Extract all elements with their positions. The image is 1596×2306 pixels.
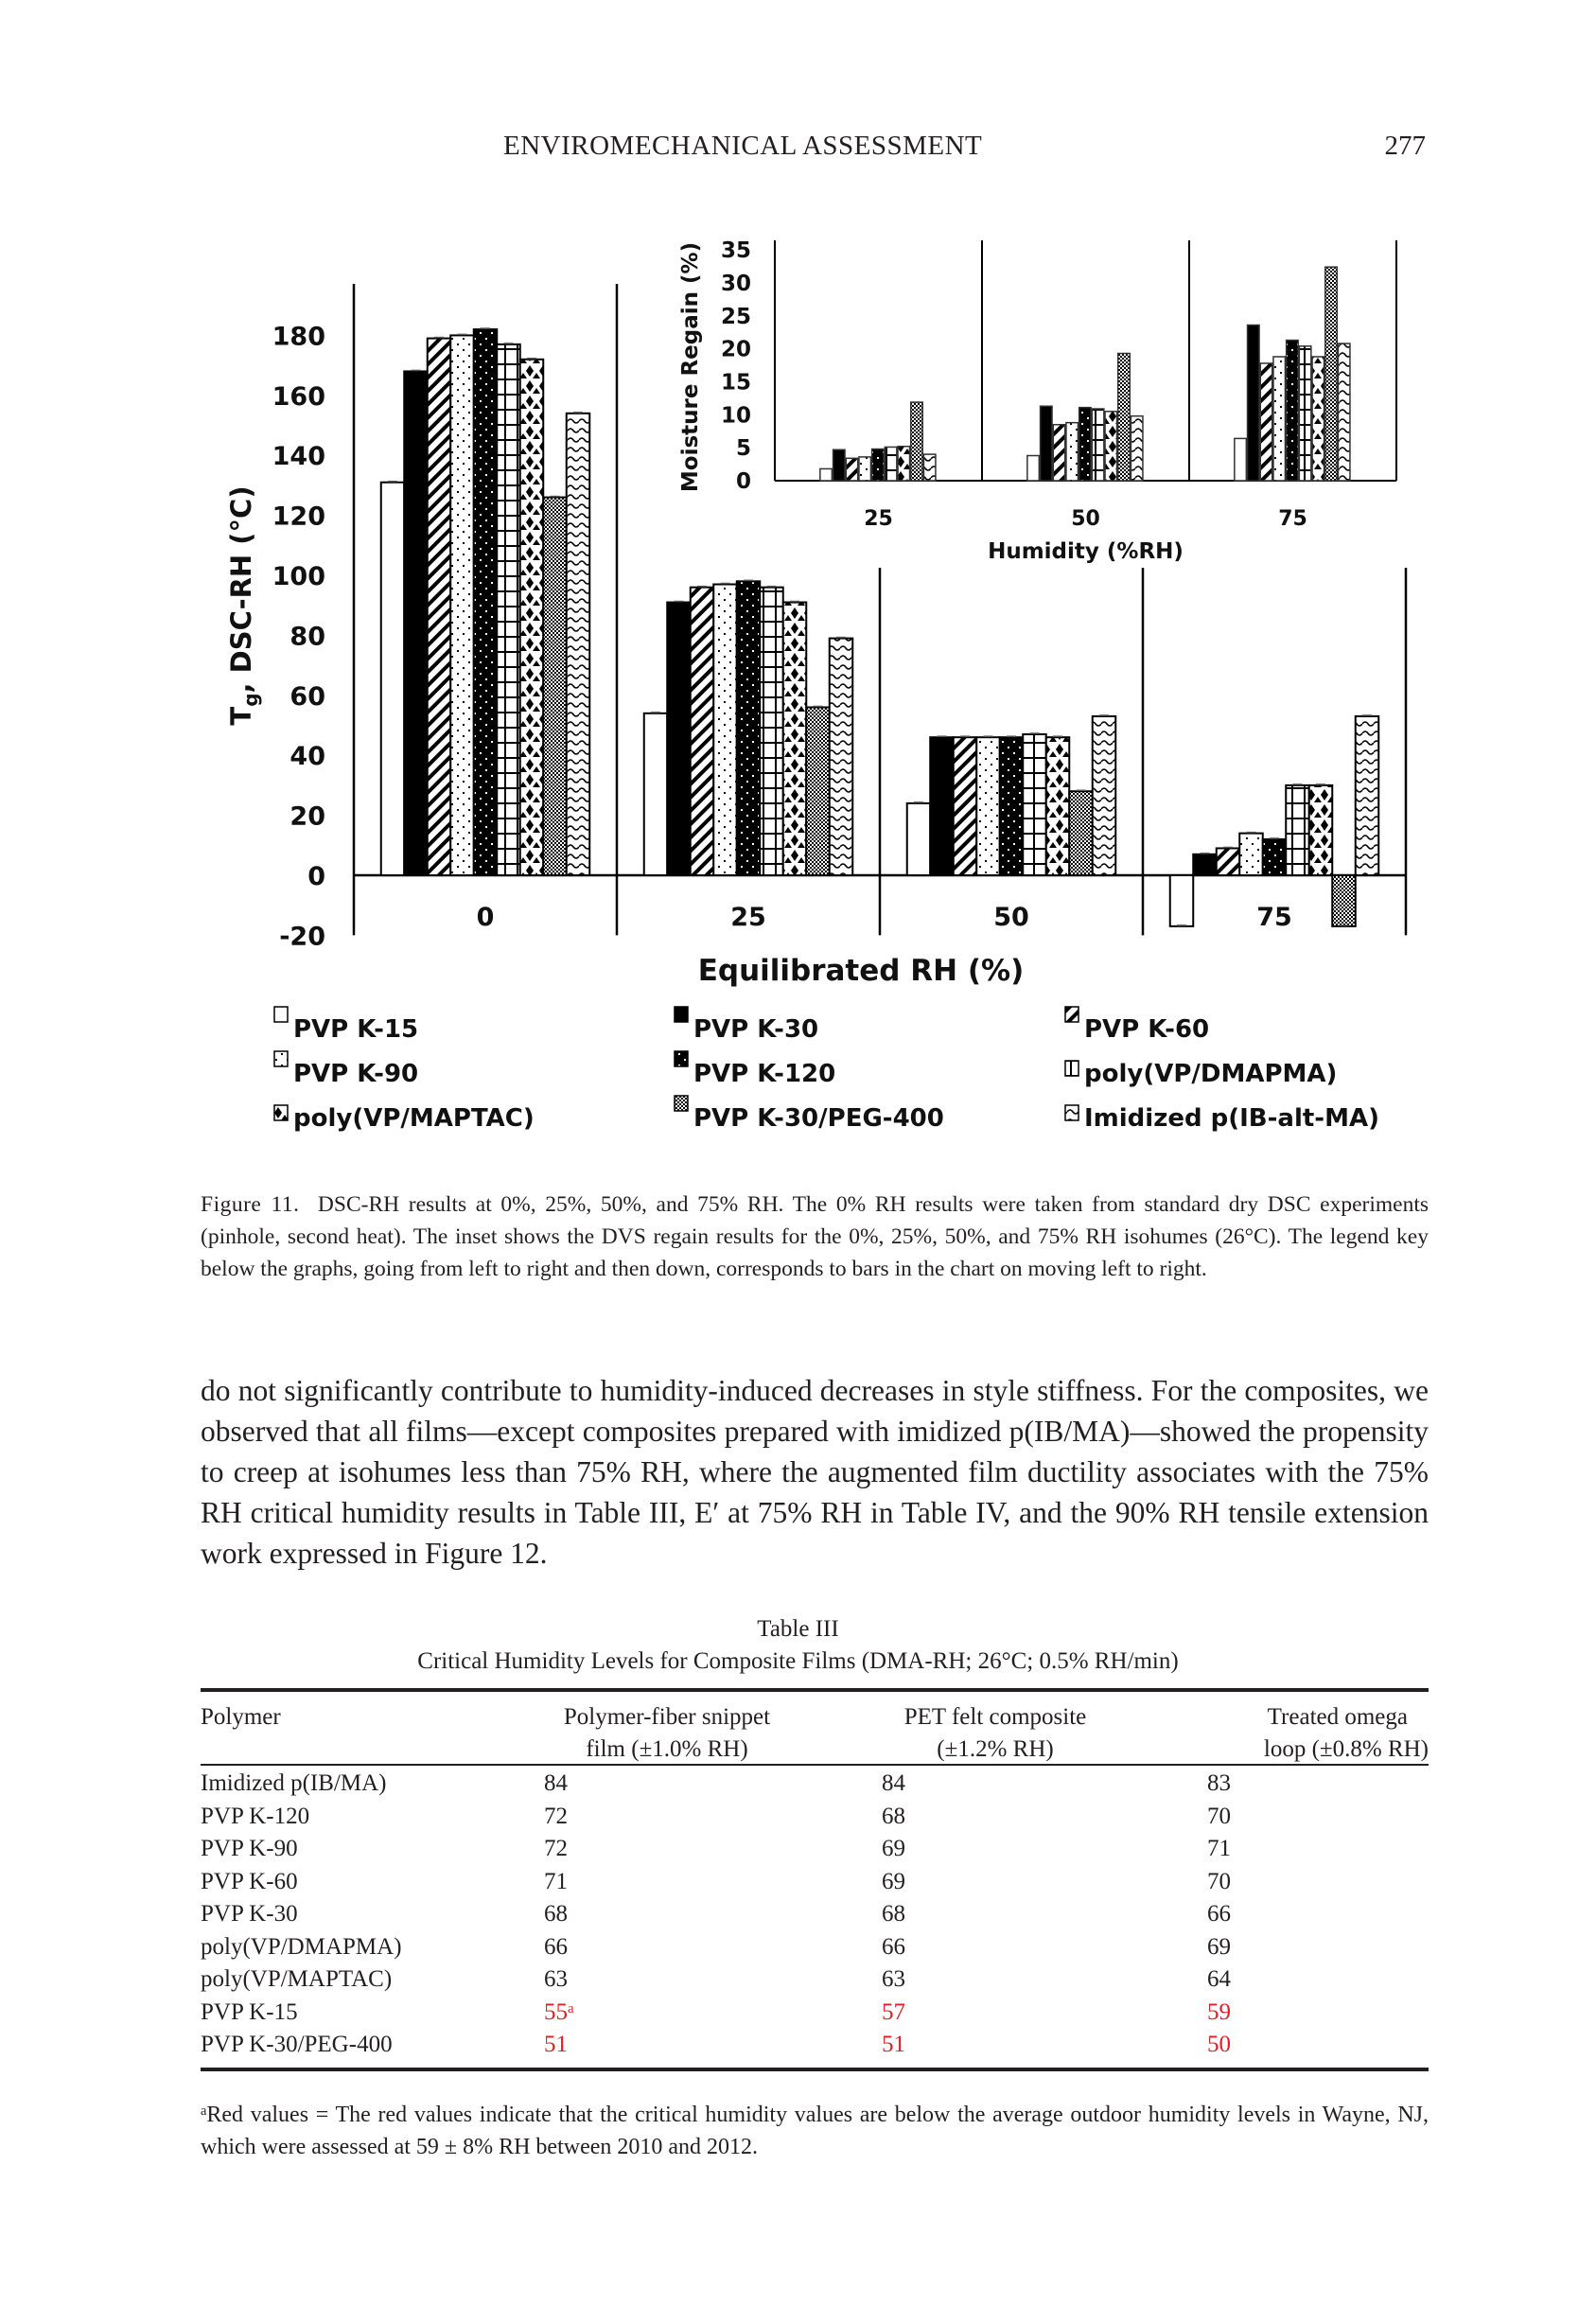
bar (667, 603, 691, 875)
svg-text:0: 0 (735, 469, 751, 494)
legend-swatch-icon (1065, 1105, 1079, 1120)
svg-text:20: 20 (289, 801, 325, 832)
cell-snippet: 71 (544, 1868, 568, 1894)
inset-bar (1287, 341, 1299, 481)
inset-chart (678, 238, 1396, 564)
table-bottom-rule (201, 2068, 1429, 2071)
legend-item (274, 1007, 418, 1044)
bar (1069, 791, 1093, 875)
bar (1263, 839, 1287, 875)
cell-snippet: 66 (544, 1933, 568, 1960)
bar (381, 483, 405, 875)
svg-text:5: 5 (735, 436, 751, 462)
cell-snippet: 84 (544, 1770, 568, 1796)
table-row (201, 1931, 1429, 1964)
bar (644, 713, 668, 875)
cell-omega: 83 (1207, 1770, 1231, 1796)
svg-text:0: 0 (307, 862, 325, 891)
inset-bar (1066, 423, 1079, 481)
cell-omega: 66 (1207, 1901, 1231, 1927)
inset-bar (1053, 425, 1065, 481)
legend-item (675, 1007, 818, 1044)
legend-item (675, 1051, 835, 1088)
bar (428, 339, 451, 875)
table-row (201, 1801, 1429, 1834)
svg-text:poly(VP/MAPTAC): poly(VP/MAPTAC) (293, 1104, 535, 1133)
bar (1309, 785, 1333, 875)
figure-caption-text: DSC-RH results at 0%, 25%, 50%, and 75% RH. The 0% RH results were taken from standard dry DSC experiments (pinhole, second heat). The inset shows the DVS regain results for the 0%, 25%, 50%, and 75% RH isohumes (26°C). The legend key below the graphs, going from left to right and then down, corresponds to bars in the chart on moving left to right. (201, 1192, 1429, 1281)
legend-swatch-icon (675, 1051, 688, 1066)
bar (907, 803, 931, 875)
bar (1217, 848, 1240, 875)
bar (713, 585, 737, 875)
table-row (201, 1963, 1429, 1997)
inset-bar (911, 402, 923, 481)
chart-legend (274, 1007, 1379, 1133)
col-header-snippet: Polymer-fiber snippet film (±1.0% RH) (563, 1704, 771, 1762)
cell-omega: 71 (1207, 1836, 1231, 1861)
inset-bar (1248, 326, 1260, 481)
bar (1046, 737, 1070, 875)
inset-bar (859, 457, 871, 481)
svg-text:140: 140 (272, 442, 325, 472)
svg-text:75: 75 (1256, 903, 1292, 932)
inset-bar (923, 454, 936, 481)
inset-bar (898, 447, 910, 481)
bar (1286, 785, 1309, 875)
legend-item (274, 1104, 535, 1133)
cell-pet: 57 (882, 1998, 905, 2025)
table-row (201, 2029, 1429, 2062)
svg-text:Tg, DSC-RH (°C): $T_g$, DSC-RH (°C) (225, 485, 262, 726)
col-header-pet: PET felt composite (±1.2% RH) (903, 1704, 1087, 1762)
legend-item (1065, 1060, 1337, 1088)
bar (404, 371, 428, 875)
bar (1093, 716, 1116, 875)
svg-text:PVP K-15: PVP K-15 (293, 1015, 419, 1044)
table-row (201, 1866, 1429, 1899)
bar (830, 639, 853, 875)
svg-text:75: 75 (1278, 507, 1307, 531)
bar (1332, 875, 1356, 926)
bar (691, 588, 714, 875)
bar (1170, 875, 1194, 926)
cell-polymer: PVP K-90 (201, 1836, 298, 1861)
inset-bar (1092, 409, 1104, 481)
svg-text:PVP K-90: PVP K-90 (293, 1060, 419, 1088)
svg-text:0: 0 (476, 903, 495, 932)
svg-text:80: 80 (289, 622, 325, 652)
inset-bar (1105, 412, 1117, 481)
bar (1023, 734, 1046, 875)
svg-text:20: 20 (720, 337, 751, 362)
col-header-omega: Treated omega loop (±0.8% RH) (1263, 1704, 1429, 1762)
svg-text:25: 25 (720, 304, 751, 329)
page-number: 277 (1384, 131, 1426, 161)
bar (760, 588, 783, 875)
svg-text:25: 25 (730, 903, 766, 932)
bar (450, 335, 474, 875)
cell-pet: 68 (882, 1803, 905, 1829)
bar (543, 498, 567, 875)
table-number: Table III (757, 1616, 839, 1642)
bar (954, 737, 977, 875)
cell-polymer: Imidized p(IB/MA) (201, 1770, 387, 1796)
svg-text:10: 10 (720, 403, 751, 429)
inset-bar (820, 468, 833, 481)
bar (1193, 854, 1217, 875)
cell-polymer: PVP K-30/PEG-400 (201, 2032, 393, 2057)
cell-omega: 59 (1207, 1998, 1231, 2025)
legend-item (274, 1051, 418, 1088)
cell-pet: 84 (882, 1770, 905, 1796)
cell-snippet: 72 (544, 1803, 568, 1829)
cell-snippet: 68 (544, 1901, 568, 1927)
cell-polymer: PVP K-30 (201, 1901, 298, 1927)
inset-bar (846, 458, 858, 481)
inset-bar (1260, 363, 1272, 481)
legend-item (675, 1096, 944, 1133)
legend-swatch-icon (1065, 1061, 1079, 1076)
bar (1239, 834, 1263, 875)
svg-text:PVP K-60: PVP K-60 (1084, 1015, 1210, 1044)
table-row (201, 1997, 1429, 2030)
cell-pet: 66 (882, 1933, 905, 1960)
svg-text:15: 15 (720, 370, 751, 396)
legend-swatch-icon (675, 1007, 688, 1022)
cell-polymer: PVP K-60 (201, 1868, 298, 1894)
inset-bar (1027, 456, 1040, 481)
cell-snippet: 55$^a$ (544, 1998, 574, 2025)
svg-text:Humidity (%RH): Humidity (%RH) (988, 539, 1184, 564)
svg-text:Imidized p(IB-alt-MA): Imidized p(IB-alt-MA) (1084, 1104, 1379, 1133)
figure-caption (201, 1188, 1429, 1285)
bar (567, 414, 590, 875)
inset-bar (1273, 357, 1286, 481)
svg-text:30: 30 (720, 271, 751, 296)
legend-item (1065, 1007, 1209, 1044)
body-paragraph: do not significantly contribute to humidity-induced decreases in style stiffness. For the composites, we observed that all films—except composites prepared with imidized p(IB/MA)—showed the propensity to creep at isohumes less than 75% RH, where the augmented film ductility associates with the 75% RH critical humidity results in Table III, E′ at 75% RH in Table IV, and the 90% RH tensile extension work expressed in Figure 12. (201, 1374, 1429, 1570)
table-iii (201, 1688, 1429, 2071)
svg-text:180: 180 (272, 322, 325, 352)
inset-bar (1131, 416, 1143, 481)
main-chart (225, 284, 1406, 988)
running-title: ENVIROMECHANICAL ASSESSMENT (503, 131, 983, 161)
table-row (201, 1898, 1429, 1931)
table-header (201, 1692, 1429, 1764)
svg-text:120: 120 (272, 502, 325, 532)
legend-swatch-icon (1065, 1007, 1079, 1022)
figure-label: Figure 11. (201, 1192, 300, 1217)
cell-omega: 64 (1207, 1966, 1231, 1992)
bar (497, 344, 520, 875)
bar (1356, 716, 1379, 875)
cell-pet: 68 (882, 1901, 905, 1927)
cell-snippet: 72 (544, 1836, 568, 1861)
bar (783, 603, 807, 875)
bar (520, 360, 544, 875)
cell-polymer: poly(VP/MAPTAC) (201, 1966, 393, 1992)
legend-swatch-icon (274, 1051, 288, 1066)
cell-omega: 50 (1207, 2032, 1231, 2057)
svg-text:Equilibrated RH (%): Equilibrated RH (%) (697, 954, 1025, 988)
bar (474, 329, 498, 875)
svg-text:60: 60 (289, 681, 325, 712)
svg-text:50: 50 (993, 903, 1029, 932)
cell-pet: 69 (882, 1868, 905, 1894)
svg-text:Moisture Regain (%): Moisture Regain (%) (678, 241, 703, 493)
inset-bar (1325, 267, 1338, 481)
svg-text:100: 100 (272, 562, 325, 591)
inset-bar (833, 449, 846, 481)
bar (806, 707, 830, 875)
inset-bar (1118, 353, 1131, 481)
svg-text:40: 40 (289, 742, 325, 772)
cell-omega: 69 (1207, 1933, 1231, 1960)
table-row (201, 1833, 1429, 1866)
inset-bar (885, 447, 897, 481)
cell-pet: 63 (882, 1966, 905, 1992)
bar (930, 737, 954, 875)
inset-bar (1338, 343, 1350, 481)
cell-pet: 69 (882, 1836, 905, 1861)
bar (976, 737, 1000, 875)
svg-text:-20: -20 (279, 922, 325, 952)
cell-snippet: 63 (544, 1966, 568, 1992)
bar (737, 581, 761, 875)
svg-text:50: 50 (1071, 507, 1100, 531)
svg-text:160: 160 (272, 381, 325, 412)
svg-text:PVP K-120: PVP K-120 (693, 1060, 836, 1088)
cell-pet: 51 (882, 2032, 905, 2057)
inset-bar (1041, 406, 1053, 481)
inset-bar (1079, 408, 1092, 481)
col-header-polymer: Polymer (201, 1704, 281, 1730)
bar (1000, 737, 1024, 875)
svg-text:poly(VP/DMAPMA): poly(VP/DMAPMA) (1084, 1060, 1338, 1088)
table-footnote: $^a$Red values = The red values indicate that the critical humidity values are below the average outdoor humidity levels in Wayne, NJ, which were assessed at 59 ± 8% RH between 2010 and 2012. (201, 2103, 1429, 2159)
legend-swatch-icon (675, 1096, 688, 1111)
cell-polymer: PVP K-15 (201, 1998, 298, 2025)
inset-bar (1312, 357, 1324, 481)
legend-swatch-icon (274, 1105, 288, 1120)
table-body (201, 1766, 1429, 2068)
svg-text:25: 25 (864, 507, 893, 531)
cell-snippet: 51 (544, 2032, 568, 2057)
cell-omega: 70 (1207, 1803, 1231, 1829)
legend-item (1065, 1104, 1379, 1133)
svg-text:PVP K-30: PVP K-30 (693, 1015, 819, 1044)
table-row (201, 1768, 1429, 1801)
inset-bar (1299, 346, 1311, 481)
svg-text:PVP K-30/PEG-400: PVP K-30/PEG-400 (693, 1104, 944, 1133)
cell-omega: 70 (1207, 1868, 1231, 1894)
legend-swatch-icon (274, 1007, 288, 1022)
svg-text:35: 35 (720, 238, 751, 264)
inset-bar (1235, 438, 1247, 481)
inset-bar (872, 449, 885, 481)
cell-polymer: poly(VP/DMAPMA) (201, 1933, 402, 1960)
cell-polymer: PVP K-120 (201, 1803, 310, 1829)
table-title: Critical Humidity Levels for Composite Films (DMA-RH; 26°C; 0.5% RH/min) (417, 1648, 1179, 1674)
